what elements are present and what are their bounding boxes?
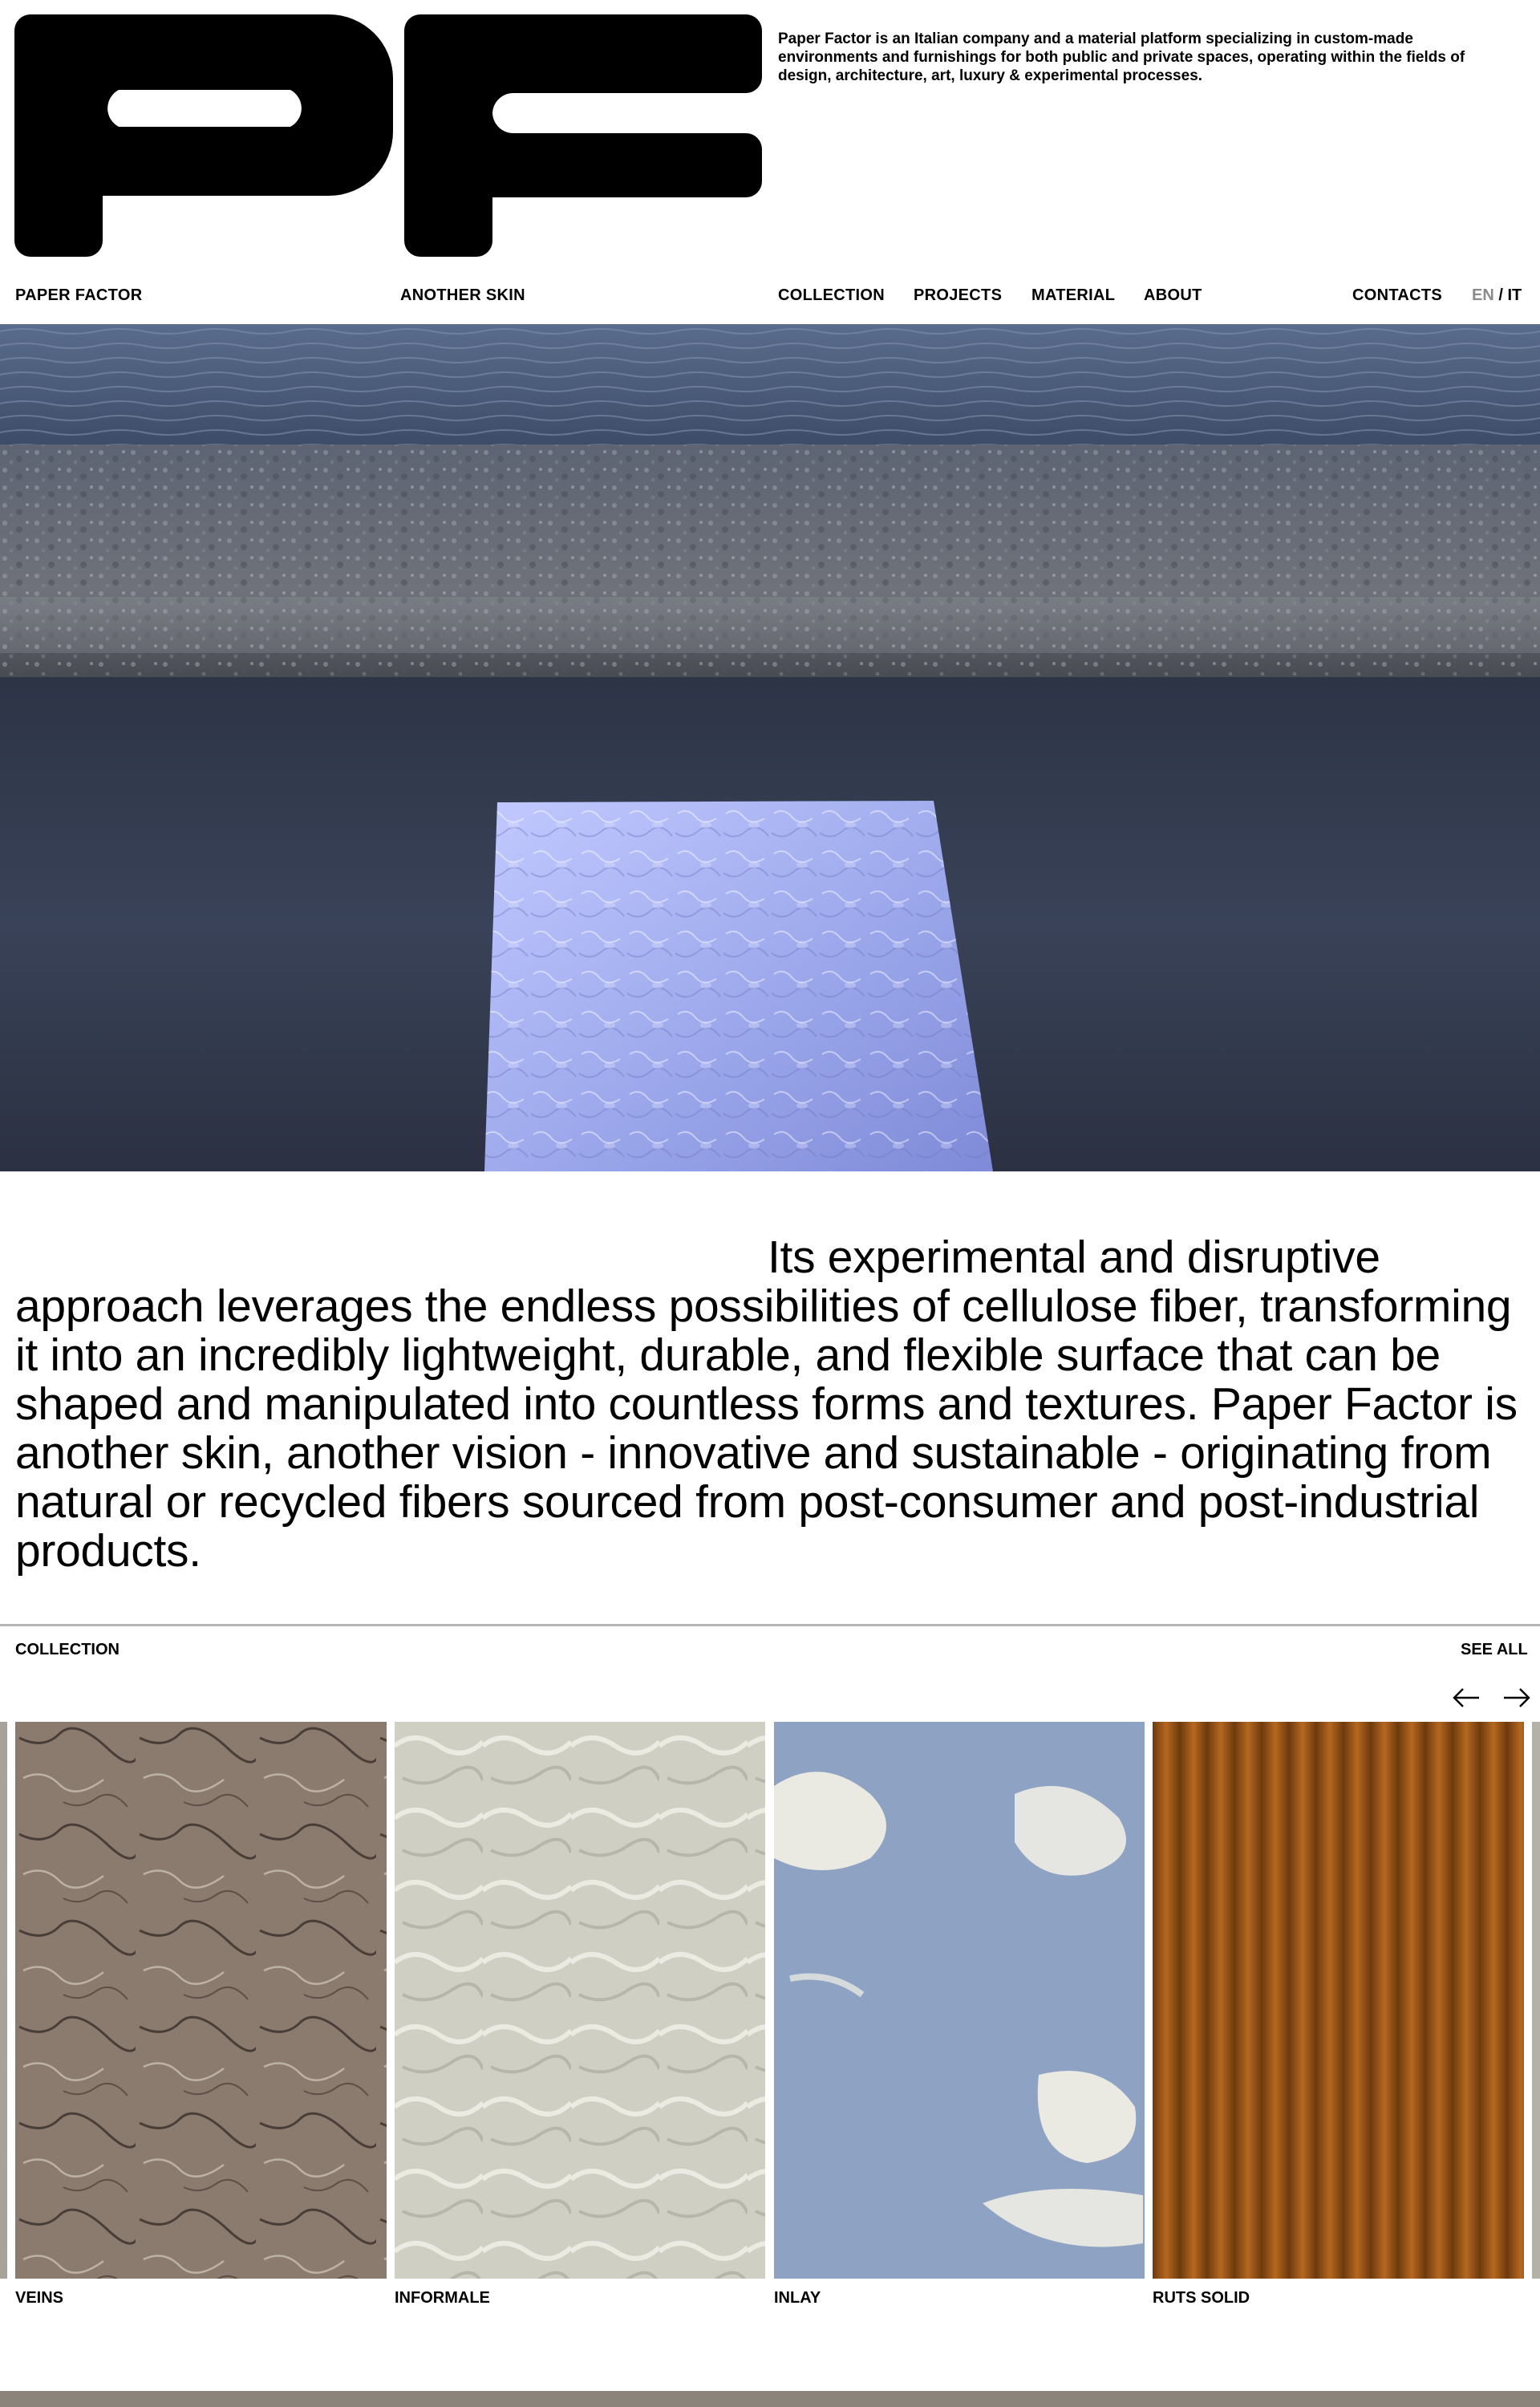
brand-statement: Its experimental and disruptive approach leverages the endless possibilities of cellulose fiber, transforming it into an incredibly lightweight, durable, and flexible surface that can be shaped and manipulated into countless forms and textures. Paper Factor is another skin, another vision - innovative and sustainable - originating from natural or recycled fibers sourced from post-consumer and post-industrial products. <box>15 1232 1518 1577</box>
brand-tagline: ANOTHER SKIN <box>400 286 525 304</box>
collection-tile-veins[interactable] <box>15 1722 387 2279</box>
language-switcher <box>1472 286 1522 305</box>
nav-about[interactable]: ABOUT <box>1144 286 1202 304</box>
nav-contacts[interactable]: CONTACTS <box>1352 286 1443 304</box>
footer-band <box>0 2391 1540 2407</box>
collection-tile-inlay[interactable] <box>774 1722 1145 2279</box>
collection-tile-ruts-solid[interactable] <box>1153 1722 1524 2279</box>
collection-item-label[interactable]: INFORMALE <box>395 2289 490 2307</box>
collection-tile-partial-right[interactable] <box>1532 1722 1540 2279</box>
company-intro: Paper Factor is an Italian company and a material platform specializing in custom-made environments and furnishings for both public and private spaces, operating within the fields of design, architecture, art, luxury & experimental processes. <box>778 30 1465 84</box>
arrow-left-icon[interactable] <box>1450 1685 1482 1711</box>
hero-image <box>0 324 1540 1171</box>
lang-en[interactable]: EN <box>1472 286 1494 304</box>
collection-item-label[interactable]: INLAY <box>774 2289 821 2307</box>
nav-collection[interactable]: COLLECTION <box>778 286 885 304</box>
arrow-right-icon[interactable] <box>1501 1685 1533 1711</box>
lang-it[interactable]: IT <box>1507 286 1522 304</box>
section-divider <box>0 1624 1540 1626</box>
collection-item-label[interactable]: RUTS SOLID <box>1153 2289 1250 2307</box>
collection-tile-informale[interactable] <box>395 1722 765 2279</box>
nav-material[interactable]: MATERIAL <box>1031 286 1116 304</box>
see-all-link[interactable]: SEE ALL <box>1461 1641 1528 1658</box>
collection-item-label[interactable]: VEINS <box>15 2289 64 2307</box>
collection-title: COLLECTION <box>15 1641 120 1658</box>
brand-name[interactable]: PAPER FACTOR <box>15 286 143 304</box>
lang-separator: / <box>1493 286 1508 304</box>
collection-tile-partial-left[interactable] <box>0 1722 7 2279</box>
nav-projects[interactable]: PROJECTS <box>914 286 1003 304</box>
paper-factor-logo[interactable] <box>0 0 770 265</box>
